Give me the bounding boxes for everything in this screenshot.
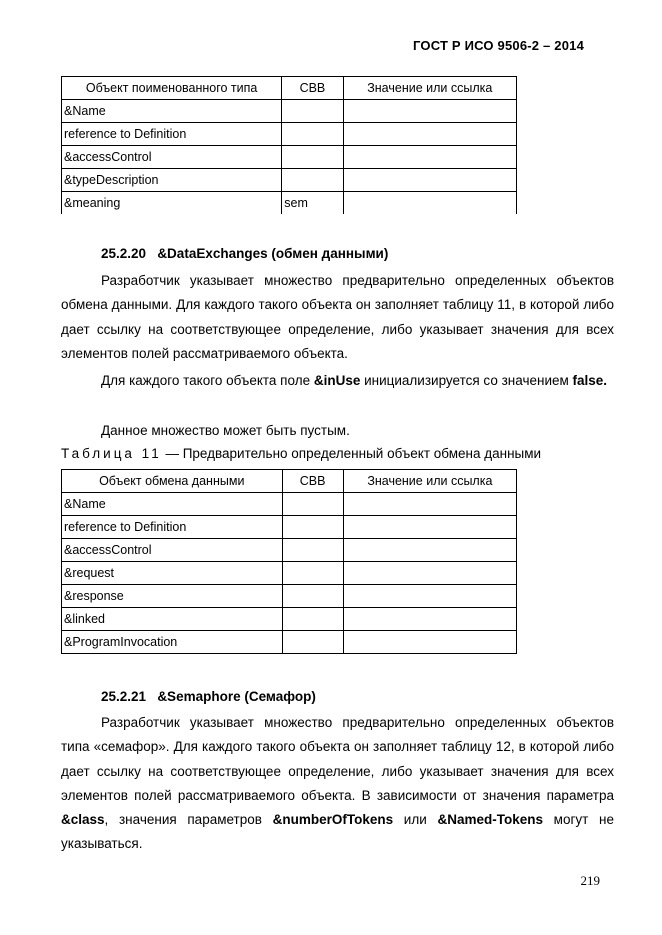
paragraph — [61, 269, 614, 366]
parameter-name: &numberOfTokens — [272, 812, 394, 828]
table-cell — [343, 146, 516, 169]
table-header-row — [62, 470, 517, 493]
table-row — [62, 608, 517, 631]
named-type-object-table — [61, 76, 517, 214]
column-header: СВВ — [282, 77, 343, 100]
table-cell — [282, 585, 343, 608]
table-cell — [282, 169, 343, 192]
parameter-name: &Named-Tokens — [437, 812, 543, 828]
table-row — [62, 585, 517, 608]
table-row — [62, 146, 517, 169]
table-row — [62, 631, 517, 654]
section-title: &DataExchanges (обмен данными) — [157, 246, 389, 261]
table-row — [62, 123, 517, 146]
column-header: Объект поименованного типа — [62, 77, 282, 100]
table-cell: &accessControl — [62, 539, 283, 562]
column-header: Значение или ссылка — [343, 77, 516, 100]
table-cell: &linked — [62, 608, 283, 631]
table-caption — [61, 446, 541, 461]
table-cell — [343, 516, 516, 539]
field-value: false. — [572, 373, 608, 388]
table-cell: &response — [62, 585, 283, 608]
caption-text: — Предварительно определенный объект обмена данными — [161, 446, 542, 461]
document-id: ГОСТ Р ИСО 9506-2 – 2014 — [413, 38, 584, 53]
table-cell: sem — [282, 192, 343, 215]
paragraph-text: Для каждого такого объекта поле — [101, 373, 314, 388]
table-cell — [343, 192, 516, 215]
table-cell: &Name — [62, 100, 282, 123]
data-exchange-table — [61, 469, 517, 654]
section-number: 25.2.20 — [101, 246, 147, 261]
paragraph-text: могут не указываться. — [61, 812, 614, 852]
section-heading — [101, 246, 388, 261]
paragraph — [61, 419, 614, 443]
table-cell: &typeDescription — [62, 169, 282, 192]
paragraph-text: Разработчик указывает множество предварительно определенных объектов типа «семафор». Для каждого такого объекта он заполняет таблицу 12, в которой либо дает ссылку на соответствующее определение, либо указывает значения для всех элементов полей рассматриваемого объекта. В зависимости от значения параметра — [61, 715, 614, 803]
table-row — [62, 192, 517, 215]
caption-label: Таблица 11 — [61, 446, 162, 461]
field-name: &inUse — [313, 373, 361, 388]
page-number: 219 — [580, 873, 600, 888]
table-cell — [282, 100, 343, 123]
table-cell — [282, 608, 343, 631]
table-cell — [282, 516, 343, 539]
table-cell — [282, 539, 343, 562]
paragraph-text: инициализируется со значением — [360, 373, 573, 388]
table-row — [62, 562, 517, 585]
paragraph-text: или — [393, 812, 438, 828]
table-cell — [343, 608, 516, 631]
section-heading — [101, 689, 316, 704]
paragraph — [61, 711, 614, 857]
table-cell — [282, 631, 343, 654]
column-header: Значение или ссылка — [343, 470, 516, 493]
table-row — [62, 169, 517, 192]
table-cell: reference to Definition — [62, 516, 283, 539]
table-cell: &Name — [62, 493, 283, 516]
section-title: &Semaphore (Семафор) — [157, 689, 316, 704]
table-cell: reference to Definition — [62, 123, 282, 146]
table-cell — [343, 123, 516, 146]
table-cell — [282, 562, 343, 585]
paragraph — [61, 369, 614, 393]
table-cell: &accessControl — [62, 146, 282, 169]
table-cell — [282, 493, 343, 516]
table-row — [62, 539, 517, 562]
table-cell — [282, 146, 343, 169]
table-cell — [343, 562, 516, 585]
table-cell: &request — [62, 562, 283, 585]
column-header: Объект обмена данными — [62, 470, 283, 493]
table-cell: &ProgramInvocation — [62, 631, 283, 654]
table-cell — [282, 123, 343, 146]
table-row — [62, 493, 517, 516]
table-cell: &meaning — [62, 192, 282, 215]
table-cell — [343, 493, 516, 516]
table-row — [62, 100, 517, 123]
section-number: 25.2.21 — [101, 689, 147, 704]
table-header-row — [62, 77, 517, 100]
column-header: СВВ — [282, 470, 343, 493]
table-cell — [343, 169, 516, 192]
parameter-name: &class — [61, 812, 105, 828]
paragraph-text: Разработчик указывает множество предварительно определенных объектов обмена данными. Для каждого такого объекта он заполняет таблицу 11, в которой либо дает ссылку на соответствующее определение, либо указывает значения для всех элементов полей рассматриваемого объекта. — [61, 273, 614, 361]
paragraph-text: , значения параметров — [104, 812, 273, 828]
table-cell — [343, 100, 516, 123]
paragraph-text: Данное множество может быть пустым. — [101, 423, 350, 438]
table-row — [62, 516, 517, 539]
table-cell — [343, 631, 516, 654]
table-cell — [343, 585, 516, 608]
table-cell — [343, 539, 516, 562]
